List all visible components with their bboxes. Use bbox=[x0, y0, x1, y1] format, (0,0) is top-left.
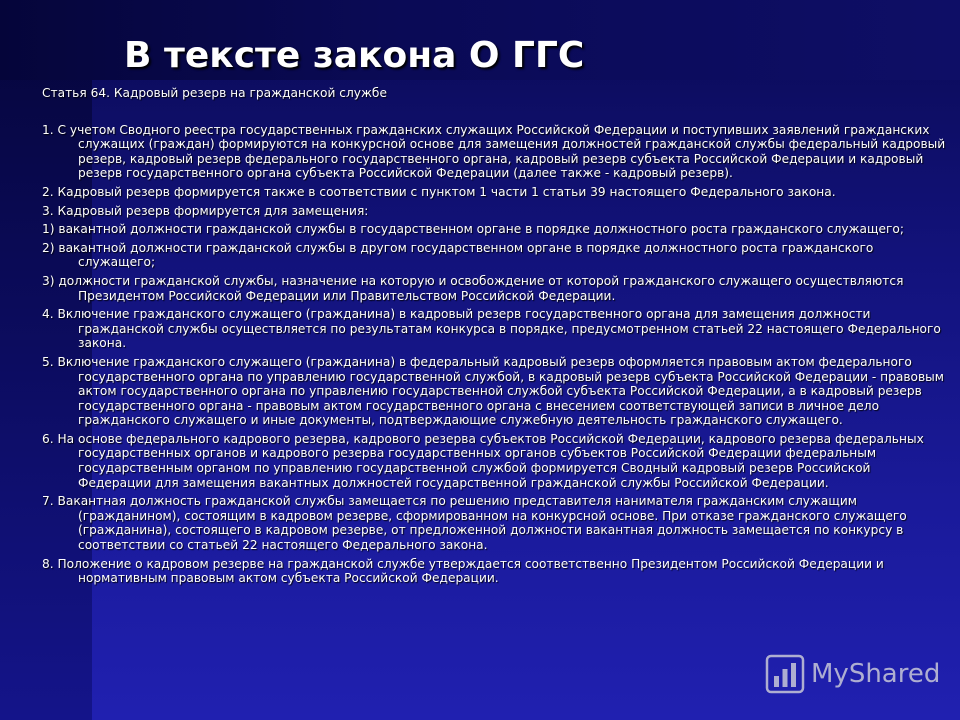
watermark-text: MyShared bbox=[811, 659, 941, 689]
paragraph-7: 7. Вакантная должность гражданской службы замещается по решению представителя нанимателя гражданским служащим (гражданином), состоящим в кадровом резерве, сформированном на конкурсной основе. При отказе гражданского служащего (гражданина), состоящего в кадровом резерве, от предложенной должности вакантная должность замещается по конкурсу в соответствии со статьей 22 настоящего Федерального закона. bbox=[42, 494, 907, 553]
paragraph-3-item-2: 2) вакантной должности гражданской службы в другом государственном органе в порядке должностного роста гражданского служащего; bbox=[42, 240, 874, 270]
paragraph-3-item-3: 3) должности гражданской службы, назначение на которую и освобождение от которой гражданского служащего осуществляются Президентом Российской Федерации или Правительством Российской Федерации. bbox=[42, 273, 904, 303]
paragraph-3-item-1: 1) вакантной должности гражданской службы в государственном органе в порядке должностного роста гражданского служащего; bbox=[42, 222, 904, 237]
paragraph-2: 2. Кадровый резерв формируется также в соответствии с пунктом 1 части 1 статьи 39 настоящего Федерального закона. bbox=[42, 184, 836, 199]
paragraph-1: 1. С учетом Сводного реестра государственных гражданских служащих Российской Федерации и поступивших заявлений гражданских служащих (граждан) формируются на конкурсной основе для замещения должностей гражданской службы федеральный кадровый резерв, кадровый резерв федерального государственного органа, кадровый резерв субъекта Российской Федерации и кадровый резерв государственного органа субъекта Российской Федерации (далее также - кадровый резерв). bbox=[42, 122, 946, 181]
slide-content bbox=[42, 86, 947, 586]
slide-title: В тексте закона О ГГС bbox=[124, 35, 585, 76]
paragraph-3: 3. Кадровый резерв формируется для замещения: bbox=[42, 203, 369, 218]
myshared-watermark bbox=[765, 654, 940, 694]
paragraph-6: 6. На основе федерального кадрового резерва, кадрового резерва субъектов Российской Федерации, кадрового резерва федеральных государственных органов и кадрового резерва государственных органов субъектов Российской Федерации федеральным государственным органом по управлению государственной службой формируется Сводный кадровый резерв Российской Федерации для замещения вакантных должностей государственной гражданской службы Российской Федерации. bbox=[42, 431, 924, 490]
article-heading: Статья 64. Кадровый резерв на гражданской службе bbox=[42, 86, 387, 100]
paragraph-5: 5. Включение гражданского служащего (гражданина) в федеральный кадровый резерв оформляется правовым актом федерального государственного органа по управлению государственной службой, в кадровый резерв субъекта Российской Федерации - правовым актом государственного органа по управлению государственной службой субъекта Российской Федерации, а в кадровый резерв государственного органа - правовым актом государственного органа с внесением соответствующей записи в личное дело гражданского служащего и иные документы, подтверждающие служебную деятельность гражданского служащего. bbox=[42, 354, 944, 428]
paragraph-8: 8. Положение о кадровом резерве на гражданской службе утверждается соответственно Президентом Российской Федерации и нормативным правовым актом субъекта Российской Федерации. bbox=[42, 556, 884, 586]
paragraph-4: 4. Включение гражданского служащего (гражданина) в кадровый резерв государственного органа для замещения должности гражданской службы осуществляется по результатам конкурса в порядке, предусмотренном статьей 22 настоящего Федерального закона. bbox=[42, 307, 941, 351]
bar-chart-logo-icon bbox=[765, 654, 805, 694]
